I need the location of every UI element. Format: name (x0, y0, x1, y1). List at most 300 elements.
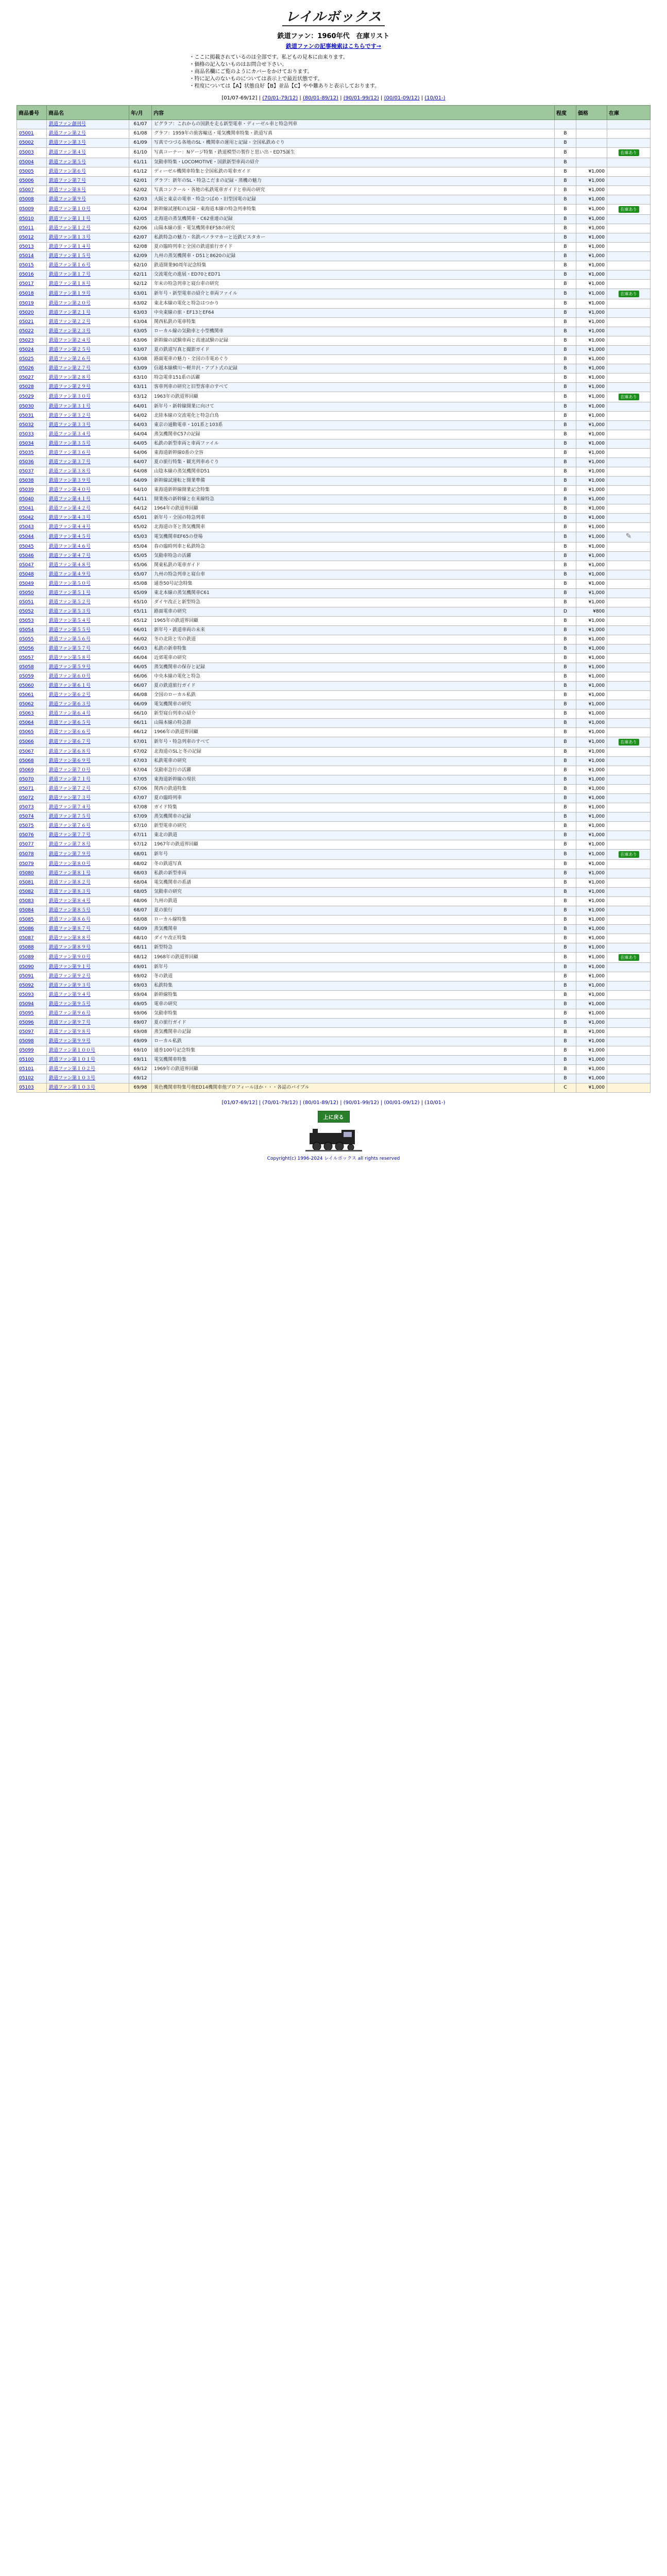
table-row (17, 120, 651, 129)
item-title-link[interactable]: 鉄道ファン第２１号 (47, 309, 129, 318)
item-title-link[interactable]: 鉄道ファン第５３号 (47, 607, 129, 617)
item-number[interactable]: 05055 (17, 635, 47, 645)
table-row (17, 803, 651, 812)
item-number[interactable]: 05038 (17, 477, 47, 486)
table-row (17, 318, 651, 327)
item-number[interactable]: 05102 (17, 1074, 47, 1083)
item-description: 気動車特集 (152, 1009, 555, 1019)
table-row (17, 972, 651, 981)
item-number[interactable] (17, 120, 47, 129)
site-logo[interactable]: レイルボックス (282, 6, 385, 26)
item-title-link[interactable]: 鉄道ファン第３号 (47, 139, 129, 148)
item-description: 山陰本線の蒸気機関車D51 (152, 467, 555, 477)
table-row (17, 598, 651, 607)
item-description: 北陸本線の交流電化と特急白鳥 (152, 412, 555, 421)
item-number[interactable]: 05029 (17, 392, 47, 402)
item-number[interactable]: 05011 (17, 224, 47, 233)
item-number[interactable]: 05053 (17, 617, 47, 626)
item-title-link[interactable]: 鉄道ファン第８０号 (47, 860, 129, 869)
pager-top: [01/07-69/12] | (70/01-79/12) | (80/01-89/12) | (90/01-99/12) | (00/01-09/12) | (10/01-) (221, 95, 446, 101)
item-title-link[interactable]: 鉄道ファン第６６号 (47, 728, 129, 737)
item-number[interactable]: 05039 (17, 486, 47, 495)
item-title-link[interactable]: 鉄道ファン第８６号 (47, 916, 129, 925)
item-title-link[interactable]: 鉄道ファン第９４号 (47, 991, 129, 1000)
table-row (17, 1056, 651, 1065)
item-number[interactable]: 05007 (17, 186, 47, 195)
in-stock-badge[interactable]: 在庫あり (619, 149, 639, 156)
item-title-link[interactable]: 鉄道ファン第６１号 (47, 682, 129, 691)
item-number[interactable]: 05076 (17, 831, 47, 840)
item-title-link[interactable]: 鉄道ファン第７３号 (47, 794, 129, 803)
item-number[interactable]: 05002 (17, 139, 47, 148)
item-number[interactable]: 05086 (17, 925, 47, 934)
item-title-link[interactable]: 鉄道ファン第８１号 (47, 869, 129, 878)
item-description: 新年号 (152, 963, 555, 972)
item-number[interactable]: 05022 (17, 327, 47, 336)
item-number[interactable]: 05024 (17, 346, 47, 355)
item-title-link[interactable]: 鉄道ファン第５６号 (47, 635, 129, 645)
item-number[interactable]: 05045 (17, 543, 47, 552)
back-to-top-button[interactable]: 上に戻る (318, 1111, 350, 1123)
item-number[interactable]: 05046 (17, 552, 47, 561)
item-number[interactable]: 05003 (17, 148, 47, 158)
item-title-link[interactable]: 鉄道ファン第７９号 (47, 850, 129, 860)
item-price: ¥1,000 (576, 1074, 607, 1083)
item-price: ¥1,000 (576, 822, 607, 831)
pager-bottom[interactable]: [01/07-69/12] | (70/01-79/12) | (80/01-89/12) | (90/01-99/12) | (00/01-09/12) | (10/01-) (221, 1100, 446, 1106)
table-row (17, 477, 651, 486)
item-title-link[interactable]: 鉄道ファン第６９号 (47, 757, 129, 766)
table-row (17, 421, 651, 430)
item-title-link[interactable]: 鉄道ファン第４７号 (47, 552, 129, 561)
item-title-link[interactable]: 鉄道ファン第７号 (47, 177, 129, 186)
item-title-link[interactable]: 鉄道ファン第５号 (47, 158, 129, 167)
item-issue: 62/06 (129, 224, 152, 233)
in-stock-badge[interactable]: 在庫あり (619, 291, 639, 297)
item-number[interactable]: 05082 (17, 888, 47, 897)
item-stock (607, 1000, 651, 1009)
item-number[interactable]: 05042 (17, 514, 47, 523)
in-stock-badge[interactable]: 在庫あり (619, 739, 639, 745)
in-stock-badge[interactable]: 在庫あり (619, 206, 639, 213)
item-price: ¥1,000 (576, 775, 607, 785)
item-number[interactable]: 05100 (17, 1056, 47, 1065)
item-price: ¥1,000 (576, 728, 607, 737)
item-title-link[interactable]: 鉄道ファン第７０号 (47, 766, 129, 775)
item-number[interactable]: 05072 (17, 794, 47, 803)
item-number[interactable]: 05075 (17, 822, 47, 831)
item-title-link[interactable]: 鉄道ファン第８４号 (47, 897, 129, 906)
item-title-link[interactable]: 鉄道ファン第４６号 (47, 543, 129, 552)
item-number[interactable]: 05101 (17, 1065, 47, 1074)
pager-link[interactable]: (90/01-99/12) (343, 95, 379, 101)
item-title-link[interactable]: 鉄道ファン第６８号 (47, 748, 129, 757)
note-item: ・価格の記入ないものはお問合せ下さい。 (189, 62, 287, 67)
item-title-link[interactable]: 鉄道ファン第１６号 (47, 261, 129, 270)
item-title-link[interactable]: 鉄道ファン第１００号 (47, 1046, 129, 1056)
item-price: ¥1,000 (576, 374, 607, 383)
item-title-link[interactable]: 鉄道ファン第７８号 (47, 840, 129, 850)
table-row (17, 635, 651, 645)
item-title-link[interactable]: 鉄道ファン第２８号 (47, 374, 129, 383)
item-title-link[interactable]: 鉄道ファン第９６号 (47, 1009, 129, 1019)
item-title-link[interactable]: 鉄道ファン第３５号 (47, 439, 129, 449)
item-number[interactable]: 05073 (17, 803, 47, 812)
item-number[interactable]: 05087 (17, 934, 47, 943)
item-number[interactable]: 05040 (17, 495, 47, 504)
item-title-link[interactable]: 鉄道ファン第３７号 (47, 458, 129, 467)
item-title-link[interactable]: 鉄道ファン第３４号 (47, 430, 129, 439)
item-title-link[interactable]: 鉄道ファン第８９号 (47, 943, 129, 953)
item-title-link[interactable]: 鉄道ファン第２６号 (47, 355, 129, 364)
item-issue: 62/12 (129, 280, 152, 289)
item-number[interactable]: 05064 (17, 719, 47, 728)
search-link[interactable]: 鉄道ファンの記事検索はこちらです→ (286, 43, 381, 49)
item-number[interactable]: 05098 (17, 1037, 47, 1046)
item-condition: B (555, 757, 576, 766)
item-number[interactable]: 05062 (17, 700, 47, 709)
item-number[interactable]: 05094 (17, 1000, 47, 1009)
item-title-link[interactable]: 鉄道ファン第３２号 (47, 412, 129, 421)
item-description: 九州の鉄道 (152, 897, 555, 906)
item-title-link[interactable]: 鉄道ファン第８５号 (47, 906, 129, 916)
item-title-link[interactable]: 鉄道ファン第２３号 (47, 327, 129, 336)
item-issue: 69/03 (129, 981, 152, 991)
item-number[interactable]: 05017 (17, 280, 47, 289)
pager-link[interactable]: (00/01-09/12) (384, 95, 420, 101)
item-number[interactable]: 05079 (17, 860, 47, 869)
item-title-link[interactable]: 鉄道ファン第４１号 (47, 495, 129, 504)
table-row (17, 289, 651, 299)
item-number[interactable]: 05097 (17, 1028, 47, 1037)
item-title-link[interactable]: 鉄道ファン第２９号 (47, 383, 129, 392)
in-stock-badge[interactable]: 在庫あり (619, 394, 639, 400)
item-number[interactable]: 05023 (17, 336, 47, 346)
item-number[interactable]: 05044 (17, 532, 47, 543)
item-title-link[interactable]: 鉄道ファン第７６号 (47, 822, 129, 831)
item-title-link[interactable]: 鉄道ファン第１５号 (47, 252, 129, 261)
item-number[interactable]: 05095 (17, 1009, 47, 1019)
item-number[interactable]: 05091 (17, 972, 47, 981)
item-number[interactable]: 05060 (17, 682, 47, 691)
item-title-link[interactable]: 鉄道ファン第５５号 (47, 626, 129, 635)
item-title-link[interactable]: 鉄道ファン第７４号 (47, 803, 129, 812)
item-number[interactable]: 05050 (17, 589, 47, 598)
item-title-link[interactable]: 鉄道ファン第６３号 (47, 700, 129, 709)
item-stock (607, 626, 651, 635)
item-title-link[interactable]: 鉄道ファン第１１号 (47, 215, 129, 224)
item-number[interactable]: 05001 (17, 129, 47, 139)
item-number[interactable]: 05015 (17, 261, 47, 270)
item-price: ¥1,000 (576, 421, 607, 430)
item-title-link[interactable]: 鉄道ファン第６７号 (47, 737, 129, 748)
item-number[interactable]: 05063 (17, 709, 47, 719)
item-title-link[interactable]: 鉄道ファン第９号 (47, 195, 129, 205)
item-issue: 68/01 (129, 850, 152, 860)
item-number[interactable]: 05065 (17, 728, 47, 737)
item-title-link[interactable]: 鉄道ファン第８２号 (47, 878, 129, 888)
item-condition: B (555, 514, 576, 523)
item-price: ¥1,000 (576, 177, 607, 186)
item-description: 九州の蒸気機関車・D51と8620の記録 (152, 252, 555, 261)
item-stock (607, 888, 651, 897)
item-title-link[interactable]: 鉄道ファン第１８号 (47, 280, 129, 289)
item-title-link[interactable]: 鉄道ファン第９５号 (47, 1000, 129, 1009)
table-row (17, 728, 651, 737)
item-issue: 64/10 (129, 486, 152, 495)
item-title-link[interactable]: 鉄道ファン第７５号 (47, 812, 129, 822)
item-number[interactable]: 05014 (17, 252, 47, 261)
item-title-link[interactable]: 鉄道ファン第８号 (47, 186, 129, 195)
item-price: ¥1,000 (576, 402, 607, 412)
item-title-link[interactable]: 鉄道ファン第３１号 (47, 402, 129, 412)
item-number[interactable]: 05005 (17, 167, 47, 177)
item-description: 新年号・特急列車のすべて (152, 737, 555, 748)
item-number[interactable]: 05009 (17, 205, 47, 215)
item-number[interactable]: 05049 (17, 580, 47, 589)
item-number[interactable]: 05103 (17, 1083, 47, 1093)
item-price: ¥1,000 (576, 215, 607, 224)
item-title-link[interactable]: 鉄道ファン第４３号 (47, 514, 129, 523)
item-title-link[interactable]: 鉄道ファン第５８号 (47, 654, 129, 663)
item-issue: 62/11 (129, 270, 152, 280)
item-title-link[interactable]: 鉄道ファン第２２号 (47, 318, 129, 327)
item-description: 蒸気機関車の記録 (152, 1028, 555, 1037)
item-number[interactable]: 05047 (17, 561, 47, 570)
item-number[interactable]: 05070 (17, 775, 47, 785)
item-title-link[interactable]: 鉄道ファン第２５号 (47, 346, 129, 355)
item-number[interactable]: 05020 (17, 309, 47, 318)
item-number[interactable]: 05092 (17, 981, 47, 991)
copyright: Copyright(c) 1996-2024 レイルボックス all rights reserved (267, 1156, 400, 1161)
item-title-link[interactable]: 鉄道ファン創刊号 (47, 120, 129, 129)
item-title-link[interactable]: 鉄道ファン第９９号 (47, 1037, 129, 1046)
item-title-link[interactable]: 鉄道ファン第１７号 (47, 270, 129, 280)
item-condition: B (555, 477, 576, 486)
item-issue: 63/09 (129, 364, 152, 374)
in-stock-badge[interactable]: 在庫あり (619, 851, 639, 858)
item-number[interactable]: 05054 (17, 626, 47, 635)
item-title-link[interactable]: 鉄道ファン第５０号 (47, 580, 129, 589)
item-number[interactable]: 05088 (17, 943, 47, 953)
item-description: 1964年の鉄道界回顧 (152, 504, 555, 514)
item-title-link[interactable]: 鉄道ファン第６０号 (47, 672, 129, 682)
item-number[interactable]: 05058 (17, 663, 47, 672)
item-number[interactable]: 05034 (17, 439, 47, 449)
item-title-link[interactable]: 鉄道ファン第４９号 (47, 570, 129, 580)
item-condition: B (555, 737, 576, 748)
item-issue: 64/05 (129, 439, 152, 449)
item-number[interactable]: 05074 (17, 812, 47, 822)
item-title-link[interactable]: 鉄道ファン第３６号 (47, 449, 129, 458)
item-number[interactable]: 05061 (17, 691, 47, 700)
item-title-link[interactable]: 鉄道ファン第８３号 (47, 888, 129, 897)
item-title-link[interactable]: 鉄道ファン第８８号 (47, 934, 129, 943)
item-number[interactable]: 05036 (17, 458, 47, 467)
item-description: 北海道のSLと冬の記録 (152, 748, 555, 757)
item-title-link[interactable]: 鉄道ファン第５９号 (47, 663, 129, 672)
item-title-link[interactable]: 鉄道ファン第１０１号 (47, 1056, 129, 1065)
item-title-link[interactable]: 鉄道ファン第１２号 (47, 224, 129, 233)
item-number[interactable]: 05037 (17, 467, 47, 477)
item-title-link[interactable]: 鉄道ファン第５４号 (47, 617, 129, 626)
item-title-link[interactable]: 鉄道ファン第１９号 (47, 289, 129, 299)
item-condition: B (555, 822, 576, 831)
item-stock (607, 355, 651, 364)
item-number[interactable]: 05068 (17, 757, 47, 766)
item-number[interactable]: 05026 (17, 364, 47, 374)
in-stock-badge[interactable]: 在庫あり (619, 954, 639, 961)
item-number[interactable]: 05018 (17, 289, 47, 299)
item-title-link[interactable]: 鉄道ファン第５７号 (47, 645, 129, 654)
item-number[interactable]: 05078 (17, 850, 47, 860)
item-title-link[interactable]: 鉄道ファン第９８号 (47, 1028, 129, 1037)
item-number[interactable]: 05083 (17, 897, 47, 906)
item-number[interactable]: 05069 (17, 766, 47, 775)
item-number[interactable]: 05081 (17, 878, 47, 888)
item-stock (607, 850, 651, 860)
item-description: 写真コーナー：Nゲージ特集・鉄道模型の製作と思い出・ED75誕生 (152, 148, 555, 158)
item-title-link[interactable]: 鉄道ファン第９２号 (47, 972, 129, 981)
item-number[interactable]: 05028 (17, 383, 47, 392)
item-title-link[interactable]: 鉄道ファン第３９号 (47, 477, 129, 486)
item-title-link[interactable]: 鉄道ファン第５２号 (47, 598, 129, 607)
item-title-link[interactable]: 鉄道ファン第１０３号 (47, 1083, 129, 1093)
item-number[interactable]: 05041 (17, 504, 47, 514)
item-number[interactable]: 05077 (17, 840, 47, 850)
item-number[interactable]: 05006 (17, 177, 47, 186)
item-description: 新型寝台列車の紹介 (152, 709, 555, 719)
item-number[interactable]: 05032 (17, 421, 47, 430)
item-number[interactable]: 05021 (17, 318, 47, 327)
item-description: 開業後の新幹線と在来線特急 (152, 495, 555, 504)
item-condition: B (555, 598, 576, 607)
item-number[interactable]: 05099 (17, 1046, 47, 1056)
item-number[interactable]: 05025 (17, 355, 47, 364)
item-title-link[interactable]: 鉄道ファン第２４号 (47, 336, 129, 346)
item-title-link[interactable]: 鉄道ファン第３０号 (47, 392, 129, 402)
item-price: ¥1,000 (576, 364, 607, 374)
item-title-link[interactable]: 鉄道ファン第９３号 (47, 981, 129, 991)
item-condition: C (555, 1083, 576, 1093)
item-number[interactable]: 05096 (17, 1019, 47, 1028)
item-issue: 63/06 (129, 336, 152, 346)
item-condition: B (555, 1056, 576, 1065)
item-issue: 67/11 (129, 831, 152, 840)
item-title-link[interactable]: 鉄道ファン第３３号 (47, 421, 129, 430)
item-number[interactable]: 05085 (17, 916, 47, 925)
item-stock (607, 645, 651, 654)
item-title-link[interactable]: 鉄道ファン第９０号 (47, 953, 129, 963)
item-number[interactable]: 05035 (17, 449, 47, 458)
item-title-link[interactable]: 鉄道ファン第２０号 (47, 299, 129, 309)
item-price: ¥1,000 (576, 514, 607, 523)
pager-link[interactable]: (70/01-79/12) (262, 95, 298, 101)
item-number[interactable]: 05012 (17, 233, 47, 243)
item-title-link[interactable]: 鉄道ファン第５１号 (47, 589, 129, 598)
item-title-link[interactable]: 鉄道ファン第６号 (47, 167, 129, 177)
item-title-link[interactable]: 鉄道ファン第９１号 (47, 963, 129, 972)
item-condition: B (555, 412, 576, 421)
item-title-link[interactable]: 鉄道ファン第２７号 (47, 364, 129, 374)
item-issue: 63/10 (129, 374, 152, 383)
item-title-link[interactable]: 鉄道ファン第１０３号 (47, 1074, 129, 1083)
item-issue: 68/03 (129, 869, 152, 878)
item-title-link[interactable]: 鉄道ファン第１０号 (47, 205, 129, 215)
item-number[interactable]: 05030 (17, 402, 47, 412)
item-stock (607, 719, 651, 728)
item-title-link[interactable]: 鉄道ファン第３８号 (47, 467, 129, 477)
item-title-link[interactable]: 鉄道ファン第１４号 (47, 243, 129, 252)
item-number[interactable]: 05089 (17, 953, 47, 963)
pager-link[interactable]: (10/01-) (424, 95, 446, 101)
item-number[interactable]: 05080 (17, 869, 47, 878)
item-number[interactable]: 05013 (17, 243, 47, 252)
item-number[interactable]: 05016 (17, 270, 47, 280)
item-title-link[interactable]: 鉄道ファン第９７号 (47, 1019, 129, 1028)
item-description: 東北本線の蒸気機関車C61 (152, 589, 555, 598)
item-title-link[interactable]: 鉄道ファン第６２号 (47, 691, 129, 700)
item-title-link[interactable]: 鉄道ファン第４４号 (47, 523, 129, 532)
item-title-link[interactable]: 鉄道ファン第４８号 (47, 561, 129, 570)
item-title-link[interactable]: 鉄道ファン第４０号 (47, 486, 129, 495)
item-number[interactable]: 05052 (17, 607, 47, 617)
item-number[interactable]: 05071 (17, 785, 47, 794)
item-stock (607, 309, 651, 318)
item-number[interactable]: 05027 (17, 374, 47, 383)
item-number[interactable]: 05031 (17, 412, 47, 421)
item-title-link[interactable]: 鉄道ファン第４２号 (47, 504, 129, 514)
item-number[interactable]: 05048 (17, 570, 47, 580)
item-title-link[interactable]: 鉄道ファン第１３号 (47, 233, 129, 243)
col-header-no: 商品番号 (17, 106, 47, 120)
item-stock (607, 233, 651, 243)
item-title-link[interactable]: 鉄道ファン第８７号 (47, 925, 129, 934)
item-number[interactable]: 05010 (17, 215, 47, 224)
item-number[interactable]: 05066 (17, 737, 47, 748)
pager-link[interactable]: (80/01-89/12) (302, 95, 339, 101)
table-row (17, 486, 651, 495)
item-title-link[interactable]: 鉄道ファン第２号 (47, 129, 129, 139)
item-number[interactable]: 05093 (17, 991, 47, 1000)
item-title-link[interactable]: 鉄道ファン第１０２号 (47, 1065, 129, 1074)
item-title-link[interactable]: 鉄道ファン第４５号 (47, 532, 129, 543)
item-number[interactable]: 05043 (17, 523, 47, 532)
item-title-link[interactable]: 鉄道ファン第７１号 (47, 775, 129, 785)
item-number[interactable]: 05090 (17, 963, 47, 972)
item-price: ¥1,000 (576, 561, 607, 570)
item-title-link[interactable]: 鉄道ファン第４号 (47, 148, 129, 158)
item-title-link[interactable]: 鉄道ファン第７２号 (47, 785, 129, 794)
item-number[interactable]: 05004 (17, 158, 47, 167)
item-issue: 66/03 (129, 645, 152, 654)
item-description: 気動車特急の活躍 (152, 552, 555, 561)
item-issue: 64/02 (129, 412, 152, 421)
item-title-link[interactable]: 鉄道ファン第７７号 (47, 831, 129, 840)
item-number[interactable]: 05059 (17, 672, 47, 682)
item-number[interactable]: 05033 (17, 430, 47, 439)
item-number[interactable]: 05008 (17, 195, 47, 205)
item-number[interactable]: 05084 (17, 906, 47, 916)
item-number[interactable]: 05051 (17, 598, 47, 607)
item-title-link[interactable]: 鉄道ファン第６４号 (47, 709, 129, 719)
item-number[interactable]: 05019 (17, 299, 47, 309)
item-number[interactable]: 05057 (17, 654, 47, 663)
item-title-link[interactable]: 鉄道ファン第６５号 (47, 719, 129, 728)
item-stock (607, 598, 651, 607)
item-number[interactable]: 05056 (17, 645, 47, 654)
item-number[interactable]: 05067 (17, 748, 47, 757)
